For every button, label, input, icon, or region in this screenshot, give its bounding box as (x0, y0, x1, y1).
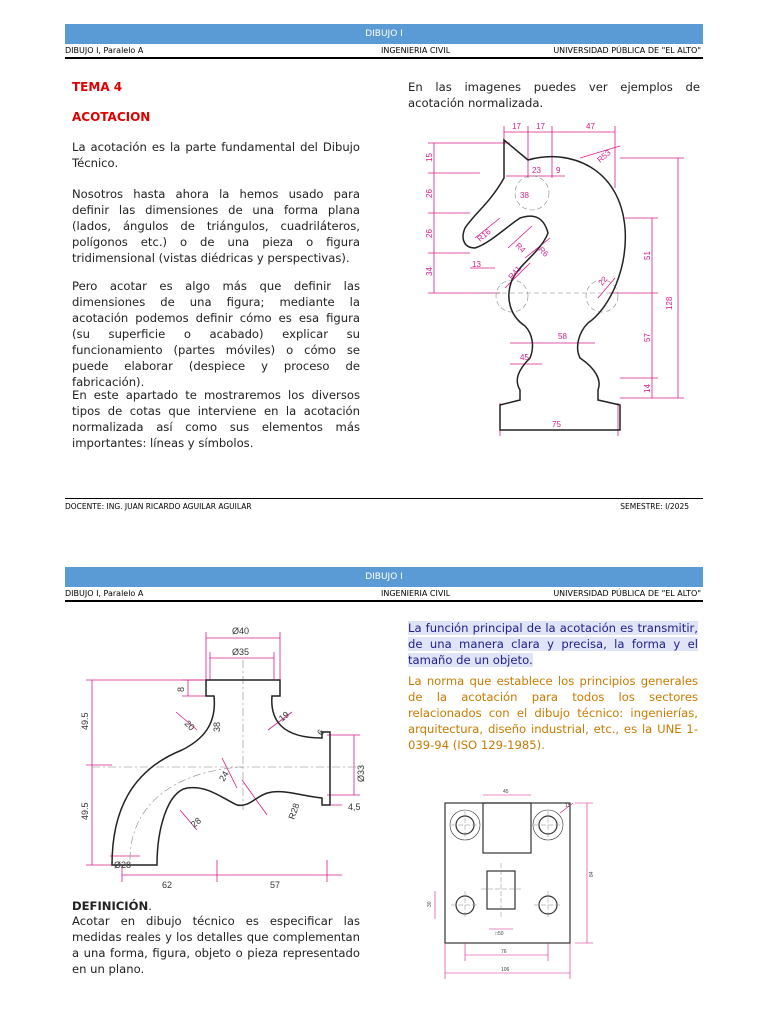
knight-drawing (420, 118, 700, 440)
definition-title (72, 898, 152, 914)
dim-128: 128 (665, 296, 674, 310)
pipe-dim-20: 20 (182, 718, 197, 733)
page1-header-university: UNIVERSIDAD PÚBLICA DE "EL ALTO" (553, 46, 701, 55)
pipe-dim-d28: Ø28 (114, 860, 132, 870)
page1-subheader (65, 44, 703, 59)
function-text-highlight: La función principal de la acotación es transmitir, de una manera clara y precisa, la forma y el tamaño de un objeto. (408, 621, 698, 667)
footer-semester: SEMESTRE: I/2025 (620, 502, 689, 511)
paragraph-3: Pero acotar es algo más que definir las dimensiones de una figura; mediante la acotación podemos definir cómo es esa figura (su superficie o acabado) explicar su funcionamiento (partes móviles) o cómo se puede elaborar (despiece y proceso de fabricación). (72, 279, 360, 389)
dim-r22: 22 (596, 274, 610, 288)
page1-header-bar: DIBUJO I (65, 24, 703, 44)
plate-dim-106: 106 (501, 967, 510, 973)
pipe-dim-33: Ø33 (356, 764, 366, 782)
pipe-dim-24: 24 (217, 769, 231, 783)
dim-r6: R6 (536, 245, 551, 259)
pipe-dim-4-5: 4,5 (348, 802, 361, 812)
pipe-dim-r28: R28 (286, 801, 302, 821)
plate-dim-30: 30 (427, 901, 433, 907)
dim-75: 75 (552, 420, 561, 429)
page2-header-university: UNIVERSIDAD PÚBLICA DE "EL ALTO" (553, 589, 701, 598)
dim-17b: 17 (536, 122, 545, 131)
plate-dim-76: 76 (501, 949, 507, 955)
dim-58: 58 (558, 332, 567, 341)
page2-header-course: DIBUJO I, Paralelo A (65, 589, 144, 598)
dim-9: 9 (556, 166, 561, 175)
dim-r16: R16 (475, 227, 493, 244)
definition-text: Acotar en dibujo técnico es especificar las medidas reales y los detalles que complementan a una forma, figura, objeto o pieza representado en un plano. (72, 914, 360, 976)
pipe-dim-40: Ø40 (232, 626, 250, 636)
right-intro-text: En las imagenes puedes ver ejemplos de acotación normalizada. (408, 80, 700, 110)
dim-51: 51 (643, 251, 652, 260)
pipe-dim-19: 19 (276, 709, 291, 724)
pipe-dim-49-5a: 49.5 (80, 712, 90, 730)
pipe-dim-38: 38 (212, 721, 222, 732)
pipe-dim-57: 57 (270, 880, 281, 890)
dim-45: 45 (520, 353, 529, 362)
norm-text: La norma que establece los principios generales de la acotación para todos los sectores relacionados con el dibujo técnico: ingenierías, arquitectura, diseño industrial, etc., es la UNE 1-039-94 (ISO 129-1985). (408, 674, 698, 752)
footer-teacher: DOCENTE: ING. JUAN RICARDO AGUILAR AGUILAR (65, 502, 252, 511)
paragraph-2: Nosotros hasta ahora la hemos usado para definir las dimensiones de una forma plana (lados, ángulos de triángulos, cuadriláteros, polígonos etc.) o de una pieza o figura tridimensional (vistas diédricas y perspectivas). (72, 187, 360, 265)
section-heading: ACOTACION (72, 110, 151, 124)
page1-header-career: INGENIERIA CIVIL (381, 46, 451, 55)
page2-header-bar: DIBUJO I (65, 567, 703, 587)
dim-26b: 26 (425, 229, 434, 238)
dim-14: 14 (643, 384, 652, 393)
plate-dim-45: 45 (503, 789, 509, 795)
page2-subheader (65, 587, 703, 602)
pipe-dim-28: 28 (188, 815, 203, 830)
plate-drawing (415, 783, 605, 981)
dim-38: 38 (520, 191, 529, 200)
dim-r4: R4 (513, 241, 528, 255)
dim-r41: R41 (506, 264, 523, 282)
dim-17a: 17 (512, 122, 521, 131)
dim-26a: 26 (425, 189, 434, 198)
dim-47: 47 (586, 122, 595, 131)
plate-dim-15: 15 (565, 803, 571, 809)
definition-title-text: DEFINICIÓN (72, 899, 149, 913)
paragraph-1: La acotación es la parte fundamental del Dibujo Técnico. (72, 140, 360, 170)
dim-34: 34 (425, 267, 434, 276)
pipe-drawing (72, 620, 372, 892)
definition-title-dot: . (148, 899, 152, 913)
pipe-dim-49-5b: 49.5 (80, 802, 90, 820)
dim-r53: R53 (595, 148, 613, 165)
dim-23: 23 (532, 166, 541, 175)
plate-dim-sq50: □50 (495, 931, 504, 937)
dim-15: 15 (425, 153, 434, 162)
pipe-dim-35: Ø35 (232, 647, 250, 657)
page1-footer (65, 498, 703, 511)
pipe-dim-6: 6 (315, 727, 327, 737)
page2-header-career: INGENIERIA CIVIL (381, 589, 451, 598)
tema-title: TEMA 4 (72, 80, 123, 94)
dim-13: 13 (472, 260, 481, 269)
paragraph-4: En este apartado te mostraremos los diversos tipos de cotas que interviene en la acotación normalizada así como sus elementos más importantes: líneas y símbolos. (72, 388, 360, 450)
pipe-dim-62: 62 (162, 880, 173, 890)
plate-dim-84: 84 (589, 871, 595, 877)
pipe-dim-8: 8 (176, 686, 186, 692)
function-text (408, 620, 698, 668)
dim-57: 57 (643, 333, 652, 342)
page1-header-course: DIBUJO I, Paralelo A (65, 46, 144, 55)
